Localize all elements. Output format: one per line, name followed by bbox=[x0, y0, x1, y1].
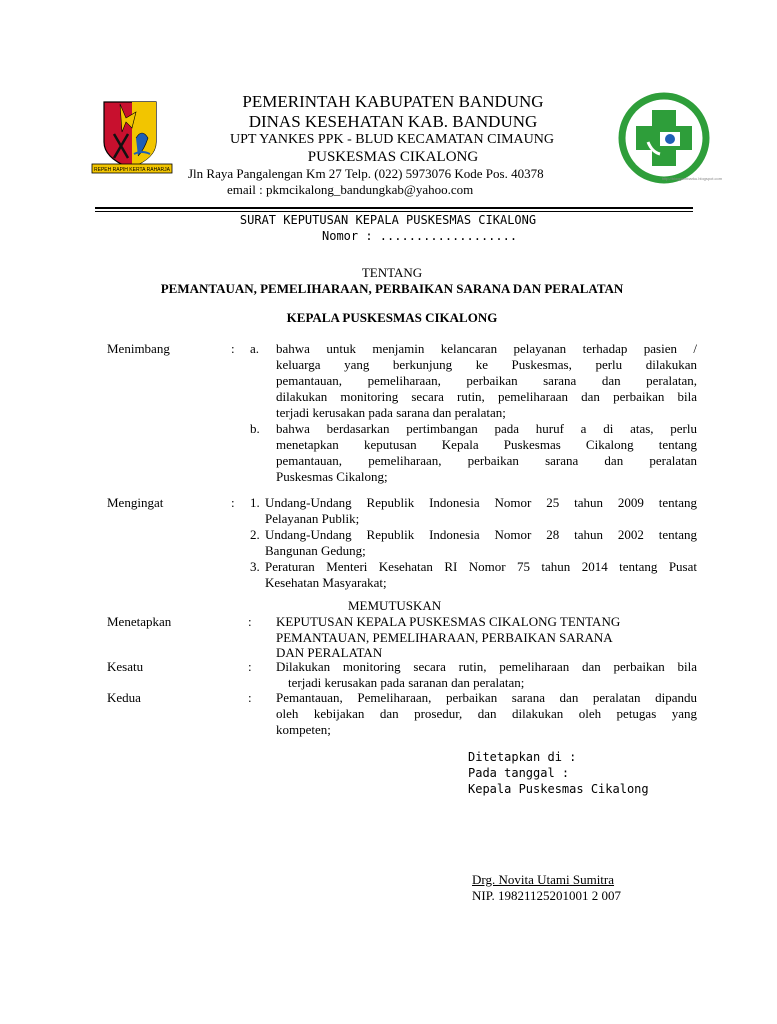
mengingat-1-line-1: Undang-Undang Republik Indonesia Nomor 25 tahun 2009 tentang bbox=[265, 495, 697, 510]
letterhead-address: Jln Raya Pangalengan Km 27 Telp. (022) 5973076 Kode Pos. 40378 bbox=[188, 166, 544, 181]
menetapkan-line-2: PEMANTAUAN, PEMELIHARAAN, PERBAIKAN SARANA bbox=[276, 630, 613, 645]
letterhead-divider bbox=[95, 207, 693, 209]
menetapkan-colon: : bbox=[248, 614, 252, 629]
mengingat-colon: : bbox=[231, 495, 235, 510]
menimbang-b-line-1: bahwa berdasarkan pertimbangan pada huruf a di atas, perlu bbox=[276, 421, 697, 436]
menimbang-a-line-2: keluarga yang berkunjung ke Puskesmas, perlu dilakukan bbox=[276, 357, 697, 372]
menimbang-a-line-5: terjadi kerusakan pada sarana dan peralatan; bbox=[276, 405, 506, 420]
kedua-line-1: Pemantauan, Pemeliharaan, perbaikan sarana dan peralatan dipandu bbox=[276, 690, 697, 705]
decree-issuer: KEPALA PUSKESMAS CIKALONG bbox=[286, 310, 498, 325]
mengingat-2-line-2: Bangunan Gedung; bbox=[265, 543, 366, 558]
menimbang-label: Menimbang bbox=[107, 341, 170, 356]
mengingat-3-line-2: Kesehatan Masyarakat; bbox=[265, 575, 387, 590]
tentang-heading: TENTANG bbox=[361, 265, 423, 280]
menetapkan-label: Menetapkan bbox=[107, 614, 172, 629]
letterhead-email: email : pkmcikalong_bandungkab@yahoo.com bbox=[227, 182, 474, 197]
menimbang-a-line-3: pemantauan, pemeliharaan, perbaikan sarana dan peralatan, bbox=[276, 373, 697, 388]
menimbang-a-line-4: dilakukan monitoring secara rutin, pemeliharaan dan perbaikan bila bbox=[276, 389, 697, 404]
mengingat-label: Mengingat bbox=[107, 495, 164, 510]
decree-title: SURAT KEPUTUSAN KEPALA PUSKESMAS CIKALONG bbox=[239, 213, 537, 227]
letterhead-line-1: PEMERINTAH KABUPATEN BANDUNG bbox=[242, 92, 544, 111]
kesatu-colon: : bbox=[248, 659, 252, 674]
mengingat-3-line-1: Peraturan Menteri Kesehatan RI Nomor 75 tahun 2014 tentang Pusat bbox=[265, 559, 697, 574]
pada-tanggal: Pada tanggal : bbox=[468, 766, 570, 780]
menimbang-b-line-3: pemantauan, pemeliharaan, perbaikan sarana dan peralatan bbox=[276, 453, 697, 468]
menimbang-colon: : bbox=[231, 341, 235, 356]
decree-subject: PEMANTAUAN, PEMELIHARAAN, PERBAIKAN SARANA DAN PERALATAN bbox=[160, 281, 624, 296]
ditetapkan-di: Ditetapkan di : bbox=[468, 750, 577, 764]
letterhead-line-4: PUSKESMAS CIKALONG bbox=[307, 149, 479, 165]
kesatu-line-1: Dilakukan monitoring secara rutin, pemeliharaan dan perbaikan bila bbox=[276, 659, 697, 674]
mengingat-3-mark: 3. bbox=[250, 559, 260, 574]
menetapkan-line-3: DAN PERALATAN bbox=[276, 645, 383, 660]
letterhead-line-3: UPT YANKES PPK - BLUD KECAMATAN CIMAUNG bbox=[229, 132, 555, 147]
kedua-line-2: oleh kebijakan dan prosedur, dan dilakukan oleh petugas yang bbox=[276, 706, 697, 721]
kedua-colon: : bbox=[248, 690, 252, 705]
letterhead-divider-thin bbox=[95, 211, 693, 212]
mengingat-1-line-2: Pelayanan Publik; bbox=[265, 511, 360, 526]
memutuskan-heading: MEMUTUSKAN bbox=[348, 598, 442, 613]
crest-banner-text: REPEH RAPIH KERTA RAHARJA bbox=[94, 167, 170, 173]
mengingat-1-mark: 1. bbox=[250, 495, 260, 510]
menimbang-b-mark: b. bbox=[250, 421, 260, 436]
signer-name: Drg. Novita Utami Sumitra bbox=[472, 872, 615, 887]
kedua-label: Kedua bbox=[107, 690, 141, 705]
mengingat-2-mark: 2. bbox=[250, 527, 260, 542]
kesatu-label: Kesatu bbox=[107, 659, 144, 674]
decree-number: Nomor : ................... bbox=[322, 229, 518, 243]
menimbang-a-mark: a. bbox=[250, 341, 260, 356]
menimbang-b-line-2: menetapkan keputusan Kepala Puskesmas Cikalong tentang bbox=[276, 437, 697, 452]
menimbang-b-line-4: Puskesmas Cikalong; bbox=[276, 469, 388, 484]
menetapkan-line-1: KEPUTUSAN KEPALA PUSKESMAS CIKALONG TENTANG bbox=[276, 614, 621, 629]
letterhead-line-2: DINAS KESEHATAN KAB. BANDUNG bbox=[248, 112, 538, 131]
watermark-text: http://bloggambarku.blogspot.com bbox=[661, 176, 723, 181]
kesatu-line-2: terjadi kerusakan pada saranan dan peralatan; bbox=[288, 675, 525, 690]
menimbang-a-line-1: bahwa untuk menjamin kelancaran pelayanan terhadap pasien / bbox=[276, 341, 697, 356]
signer-position: Kepala Puskesmas Cikalong bbox=[468, 782, 649, 796]
kedua-line-3: kompeten; bbox=[276, 722, 331, 737]
signer-nip: NIP. 19821125201001 2 007 bbox=[472, 888, 622, 903]
mengingat-2-line-1: Undang-Undang Republik Indonesia Nomor 28 tahun 2002 tentang bbox=[265, 527, 697, 542]
